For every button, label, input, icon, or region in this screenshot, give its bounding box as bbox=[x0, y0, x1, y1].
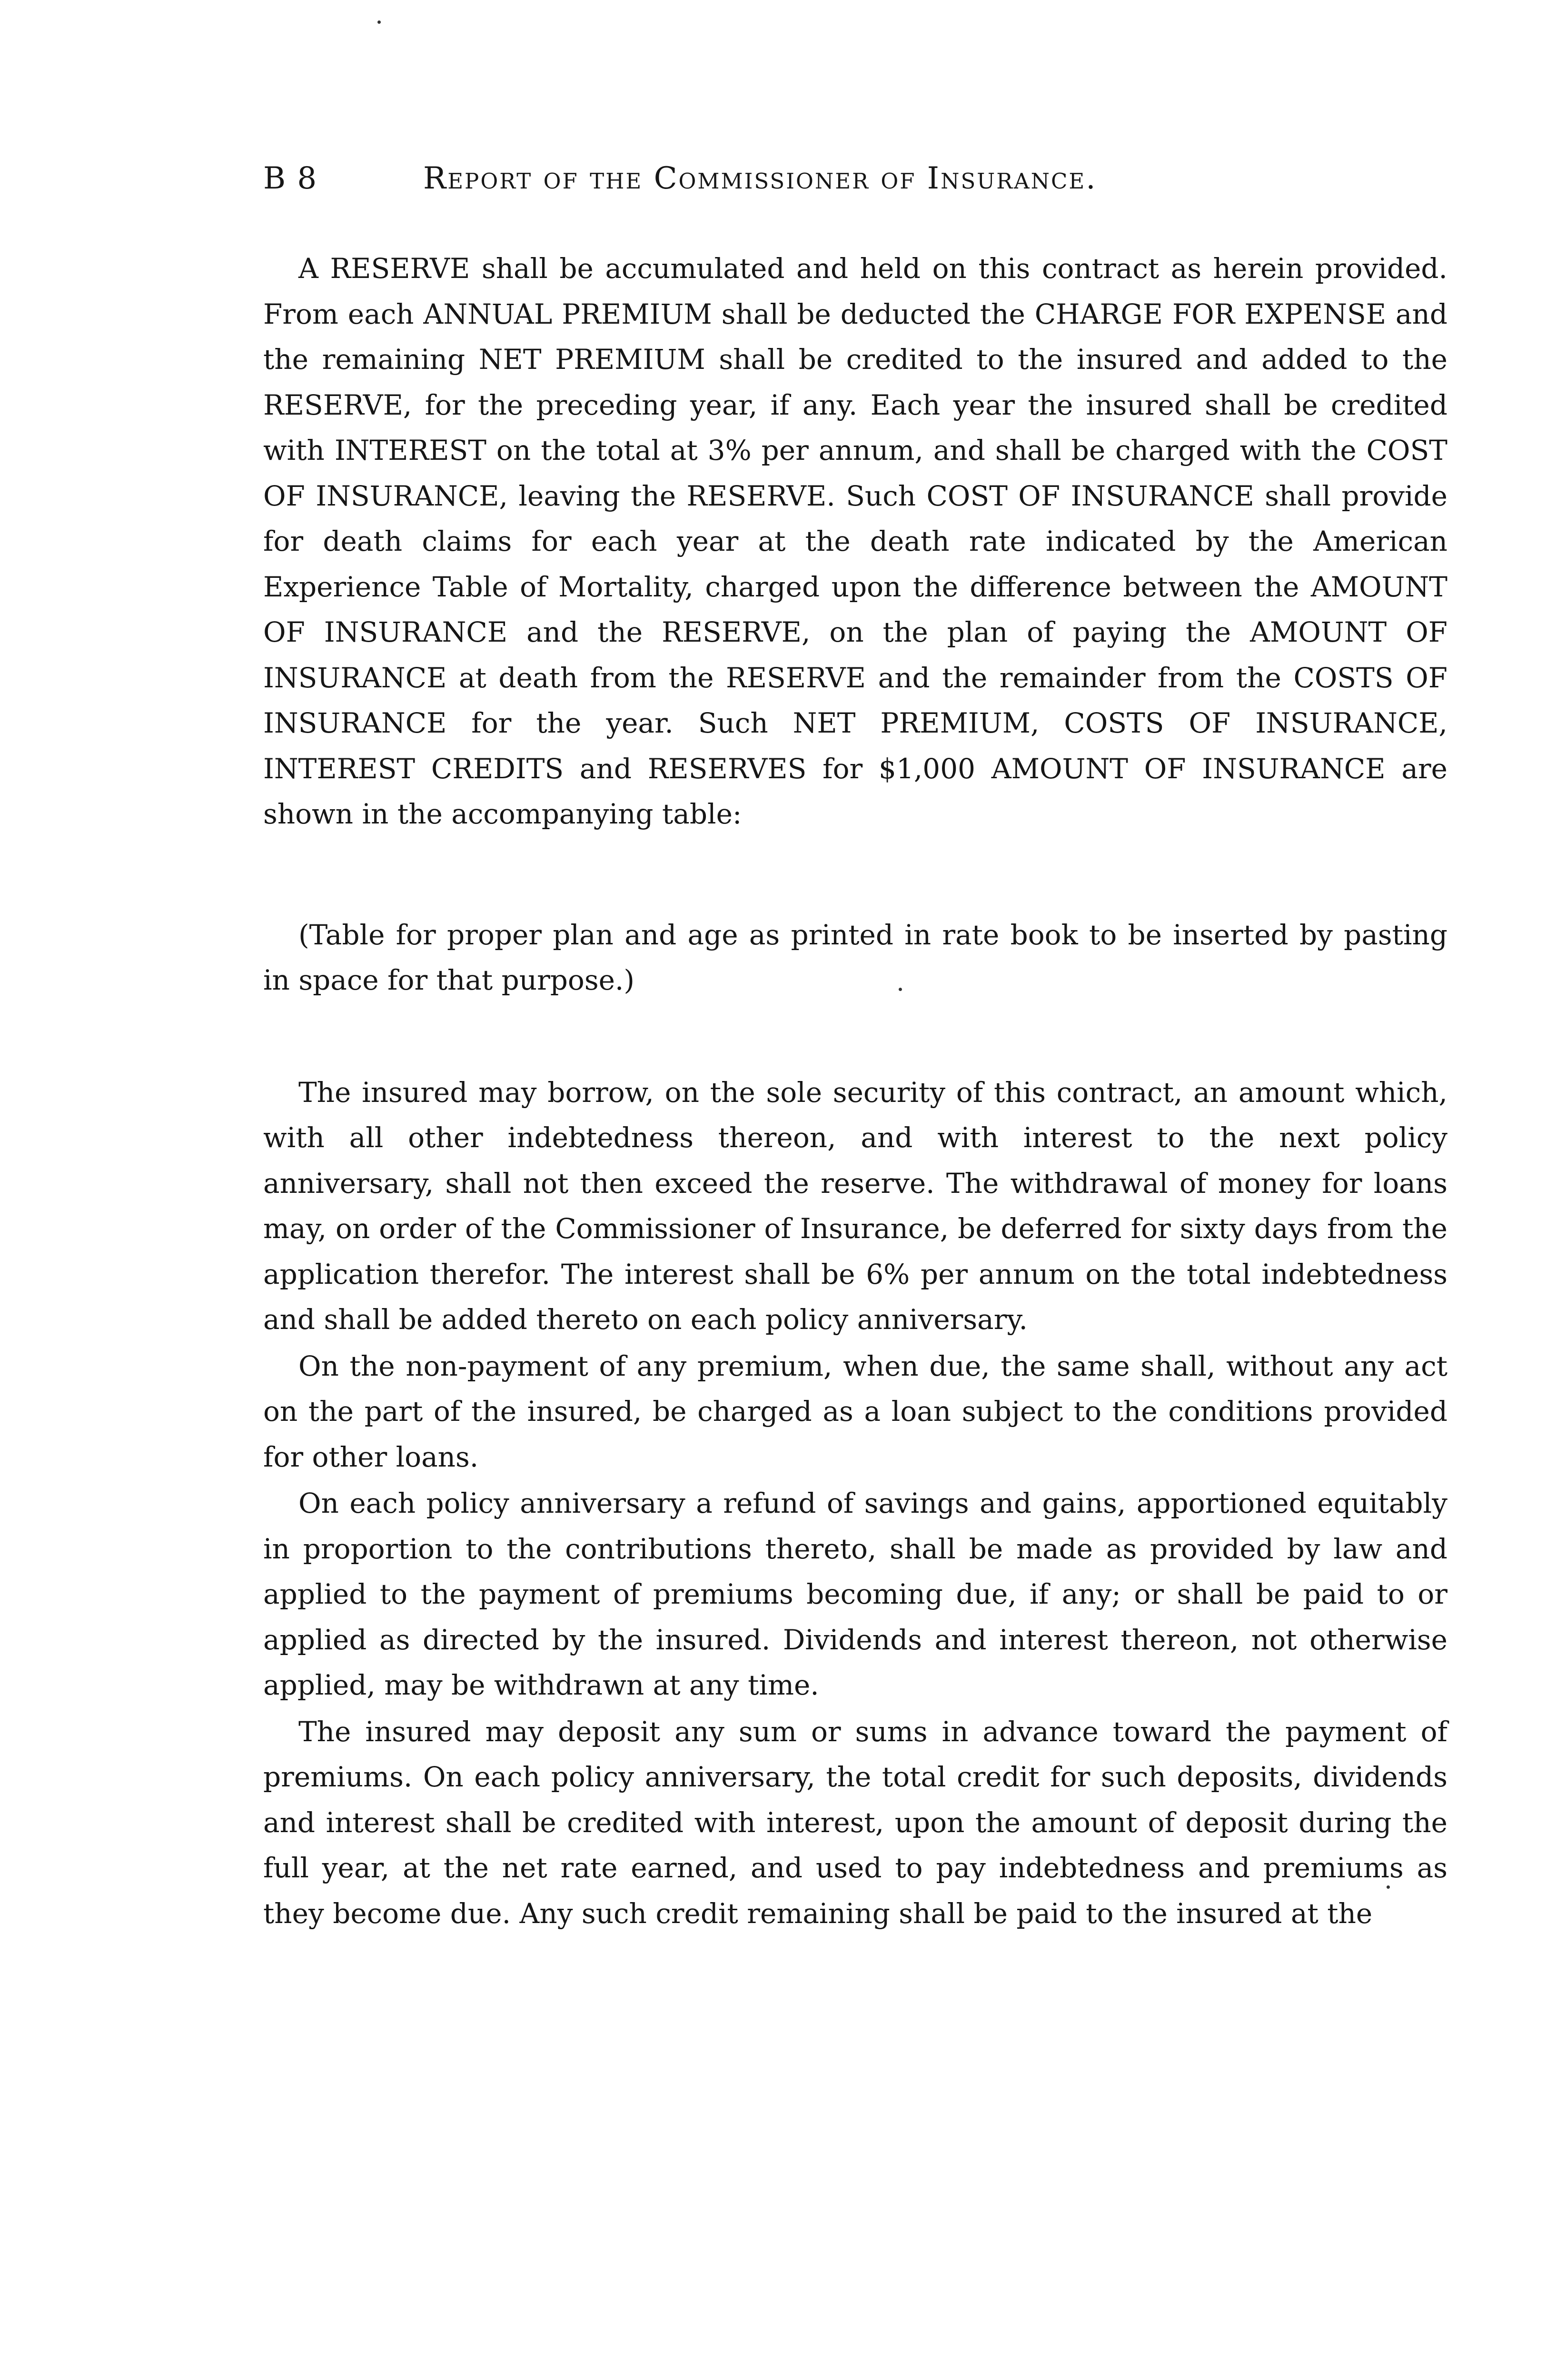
text-column bbox=[263, 148, 1447, 1936]
nonpayment-paragraph: On the non-payment of any premium, when due, the same shall, without any act on the part of the insured, be charged as a loan subject to the conditions provided for other loans. bbox=[263, 1349, 1447, 1473]
deposit-paragraph: The insured may deposit any sum or sums in advance toward the payment of premiums. On each policy anniversary, the total credit for such deposits, dividends and interest shall be credited with interest, upon the amount of deposit during the full year, at the net rate earned, and used to pay indebtedness and premiums as they become due. Any such credit remaining shall be paid to the insured at the bbox=[263, 1715, 1447, 1930]
loan-paragraph: The insured may borrow, on the sole security of this contract, an amount which, with all other indebtedness thereon, and with interest to the next policy anniversary, shall not then exceed the reserve. The withdrawal of money for loans may, on order of the Commissioner of Insurance, be deferred for sixty days from the application therefor. The interest shall be 6% per annum on the total indebtedness and shall be added thereto on each policy anniversary. bbox=[263, 1076, 1447, 1336]
running-head bbox=[263, 148, 1447, 200]
reserve-paragraph: A RESERVE shall be accumulated and held on this contract as herein provided. From each ANNUAL PREMIUM shall be deducted the CHARGE FOR EXPENSE and the remaining NET PREMIUM shall be credited to the insured and added to the RESERVE, for the preceding year, if any. Each year the insured shall be credited with INTEREST on the total at 3% per annum, and shall be charged with the COST OF INSURANCE, leaving the RESERVE. Such COST OF INSURANCE shall provide for death claims for each year at the death rate indicated by the American Experience Table of Mortality, charged upon the difference between the AMOUNT OF INSURANCE and the RESERVE, on the plan of paying the AMOUNT OF INSURANCE at death from the RESERVE and the remainder from the COSTS OF INSURANCE for the year. Such NET PREMIUM, COSTS OF INSURANCE, INTEREST CREDITS and RESERVES for $1,000 AMOUNT OF INSURANCE are shown in the accompanying table: bbox=[263, 252, 1447, 830]
page-title: Report of the Commissioner of Insurance. bbox=[423, 161, 1097, 196]
refund-paragraph: On each policy anniversary a refund of savings and gains, apportioned equitably in proportion to the contributions thereto, shall be made as provided by law and applied to the payment of premiums becoming due, if any; or shall be paid to or applied as directed by the insured. Dividends and interest thereon, not otherwise applied, may be withdrawn at any time. bbox=[263, 1487, 1447, 1701]
scan-speck bbox=[377, 20, 381, 24]
table-insert-note: (Table for proper plan and age as printed in rate book to be inserted by pasting in space for that purpose.) bbox=[263, 918, 1447, 996]
page-number: B 8 bbox=[263, 161, 318, 196]
